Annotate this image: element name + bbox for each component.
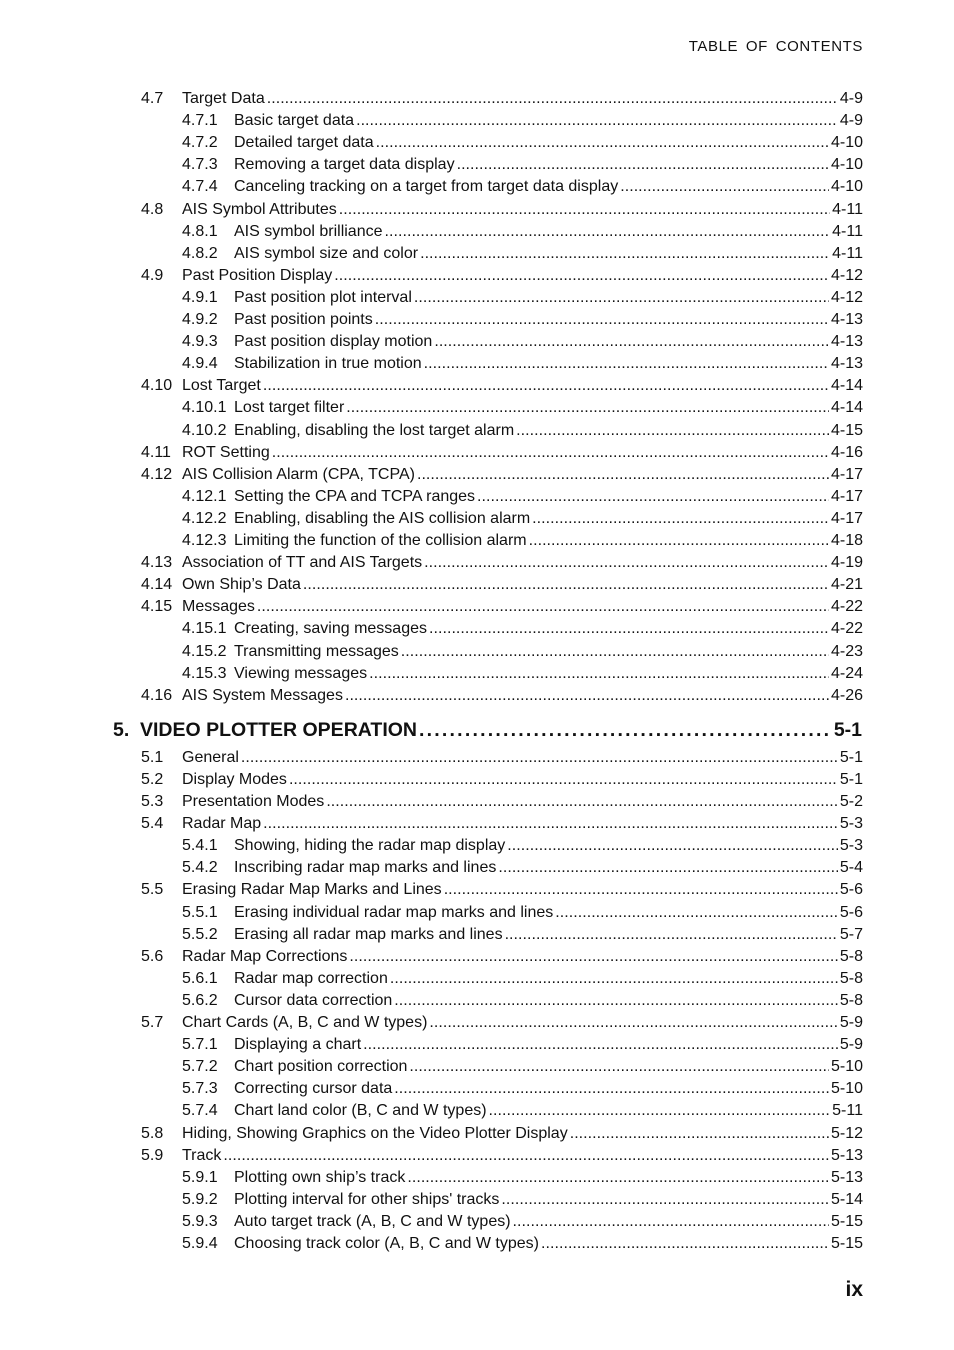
dot-leader (345, 687, 829, 705)
entry-title: Chart position correction (234, 1058, 408, 1076)
entry-number: 5.4.1 (182, 837, 218, 855)
subsection-entry[interactable] (182, 178, 863, 200)
entry-page: 5-15 (830, 1235, 863, 1252)
entry-title: Auto target track (A, B, C and W types) (234, 1212, 511, 1230)
entry-title: Messages (182, 598, 255, 616)
subsection-entry[interactable] (182, 837, 863, 859)
entry-number: 5.9.2 (182, 1190, 218, 1208)
entry-page: 5-8 (839, 947, 863, 965)
dot-leader (555, 904, 838, 922)
entry-number: 5.5.1 (182, 903, 218, 921)
dot-leader (429, 1014, 837, 1032)
entry-page: 4-13 (830, 333, 863, 351)
entry-page: 4-14 (830, 377, 863, 395)
entry-title: Plotting own ship’s track (234, 1168, 406, 1186)
dot-leader (620, 178, 829, 196)
dot-leader (477, 488, 829, 506)
entry-title: Association of TT and AIS Targets (182, 554, 423, 572)
section-entry[interactable] (141, 815, 863, 837)
entry-page: 4-13 (830, 355, 863, 373)
entry-title: Track (182, 1146, 222, 1164)
dot-leader (513, 1213, 829, 1231)
entry-title: Display Modes (182, 770, 287, 788)
section-entry[interactable] (141, 1125, 863, 1147)
entry-page: 5-3 (839, 837, 863, 855)
page-number: ix (845, 1278, 863, 1301)
entry-number: 5.7.3 (182, 1080, 218, 1098)
section-entry[interactable] (141, 687, 863, 709)
entry-number: 4.15 (141, 598, 173, 616)
dot-leader (267, 90, 838, 108)
entry-title: Radar Map (182, 815, 262, 833)
entry-page: 4-10 (830, 134, 863, 152)
entry-page: 4-15 (830, 421, 863, 439)
chapter-entry[interactable] (113, 719, 862, 745)
entry-title: Choosing track color (A, B, C and W types) (234, 1235, 539, 1252)
entry-page: 4-12 (830, 266, 863, 284)
section-entry[interactable] (141, 948, 863, 970)
subsection-entry[interactable] (182, 289, 863, 311)
dot-leader (457, 156, 829, 174)
entry-number: 4.12.3 (182, 532, 227, 549)
entry-title: Erasing all radar map marks and lines (234, 925, 503, 943)
entry-number: 4.7.4 (182, 178, 218, 196)
entry-number: 5.4.2 (182, 859, 218, 877)
dot-leader (394, 992, 838, 1010)
entry-page: 4-10 (830, 156, 863, 174)
entry-number: 5.6.1 (182, 969, 218, 987)
entry-title: Setting the CPA and TCPA ranges (234, 487, 476, 505)
entry-page: 4-16 (830, 443, 863, 461)
subsection-entry[interactable] (182, 399, 863, 421)
section-entry[interactable] (141, 598, 863, 620)
dot-leader (339, 201, 830, 219)
entry-title: ROT Setting (182, 443, 270, 461)
entry-page: 4-18 (830, 532, 863, 549)
subsection-entry[interactable] (182, 532, 863, 554)
dot-leader (263, 377, 829, 395)
dot-leader (257, 598, 829, 616)
dot-leader (385, 223, 831, 241)
entry-number: 4.10.1 (182, 399, 227, 417)
subsection-entry[interactable] (182, 488, 863, 510)
entry-title: General (182, 748, 239, 766)
subsection-entry[interactable] (182, 1036, 863, 1058)
entry-title: Canceling tracking on a target from target data display (234, 178, 619, 196)
entry-page: 5-11 (832, 1102, 863, 1120)
running-header: TABLE OF CONTENTS (688, 38, 863, 55)
dot-leader (498, 859, 838, 877)
subsection-entry[interactable] (182, 620, 863, 642)
entry-title: Chart Cards (A, B, C and W types) (182, 1014, 428, 1031)
subsection-entry[interactable] (182, 510, 863, 532)
entry-number: 4.15.2 (182, 642, 227, 660)
entry-number: 4.10.2 (182, 421, 227, 439)
entry-number: 4.8.2 (182, 244, 218, 262)
entry-page: 5-12 (830, 1124, 863, 1142)
entry-title: Past position display motion (234, 333, 433, 351)
subsection-entry[interactable] (182, 333, 863, 355)
entry-title: Target Data (182, 90, 265, 107)
dot-leader (429, 620, 829, 638)
entry-page: 5-9 (839, 1036, 863, 1054)
entry-number: 5.7.2 (182, 1058, 218, 1076)
entry-number: 5.3 (141, 793, 164, 810)
subsection-entry[interactable] (182, 859, 863, 881)
entry-page: 5-8 (839, 991, 863, 1009)
dot-leader (326, 793, 838, 811)
entry-page: 5-1 (839, 748, 863, 766)
entry-page: 4-13 (830, 311, 863, 328)
subsection-entry[interactable] (182, 1213, 863, 1235)
entry-title: AIS Symbol Attributes (182, 200, 337, 218)
entry-page: 4-9 (839, 90, 863, 107)
entry-title: Plotting interval for other ships' tracks (234, 1190, 500, 1208)
subsection-entry[interactable] (182, 926, 863, 948)
entry-title: AIS Collision Alarm (CPA, TCPA) (182, 465, 415, 483)
entry-number: 4.15.1 (182, 620, 227, 638)
entry-page: 5-4 (839, 859, 863, 877)
entry-title: Cursor data correction (234, 991, 393, 1009)
dot-leader (420, 245, 830, 263)
entry-page: 5-9 (839, 1014, 863, 1031)
entry-title: Removing a target data display (234, 156, 455, 174)
dot-leader (505, 926, 838, 944)
entry-number: 5.2 (141, 770, 164, 788)
dot-leader (409, 1058, 829, 1076)
entry-number: 5.7 (141, 1014, 164, 1031)
entry-title: Radar Map Corrections (182, 947, 348, 965)
dot-leader (419, 719, 832, 742)
entry-title: AIS symbol size and color (234, 244, 419, 262)
dot-leader (263, 815, 838, 833)
section-entry[interactable] (141, 576, 863, 598)
entry-page: 4-10 (830, 178, 863, 196)
entry-title: Lost Target (182, 377, 261, 395)
entry-title: AIS System Messages (182, 686, 343, 704)
entry-number: 4.8.1 (182, 222, 218, 240)
entry-number: 5.9.1 (182, 1168, 218, 1186)
entry-page: 4-17 (830, 465, 863, 483)
entry-number: 4.7.1 (182, 112, 218, 130)
entry-number: 4.16 (141, 686, 173, 704)
entry-page: 4-24 (830, 664, 863, 682)
entry-title: Displaying a chart (234, 1036, 362, 1054)
dot-leader (334, 267, 829, 285)
entry-title: Limiting the function of the collision alarm (234, 532, 527, 549)
entry-number: 4.11 (141, 443, 171, 461)
entry-number: 5.9 (141, 1146, 164, 1164)
entry-page: 4-26 (830, 686, 863, 704)
dot-leader (363, 1036, 838, 1054)
entry-page: 5-13 (830, 1168, 863, 1186)
entry-page: 4-17 (830, 487, 863, 505)
subsection-entry[interactable] (182, 112, 863, 134)
entry-number: 4.9.4 (182, 355, 218, 373)
dot-leader (424, 554, 829, 572)
entry-page: 5-6 (839, 903, 863, 921)
dot-leader (346, 399, 829, 417)
subsection-entry[interactable] (182, 1169, 863, 1191)
entry-page: 5-10 (830, 1080, 863, 1098)
entry-title: Past position points (234, 311, 373, 328)
entry-title: Correcting cursor data (234, 1080, 393, 1098)
entry-title: Enabling, disabling the AIS collision alarm (234, 509, 531, 527)
dot-leader (501, 1191, 829, 1209)
dot-leader (241, 749, 838, 767)
entry-number: 4.15.3 (182, 664, 227, 682)
dot-leader (272, 444, 829, 462)
entry-page: 5-8 (839, 969, 863, 987)
entry-number: 5.7.4 (182, 1102, 218, 1120)
entry-page: 5-2 (839, 793, 863, 810)
section-entry[interactable] (141, 267, 863, 289)
section-entry[interactable] (141, 201, 863, 223)
subsection-entry[interactable] (182, 1102, 863, 1124)
entry-number: 4.9 (141, 266, 164, 284)
section-entry[interactable] (141, 444, 863, 466)
section-entry[interactable] (141, 1014, 863, 1036)
section-entry[interactable] (141, 554, 863, 576)
dot-leader (434, 333, 829, 351)
dot-leader (289, 771, 838, 789)
entry-number: 5.4 (141, 815, 164, 833)
entry-title: Enabling, disabling the lost target alarm (234, 421, 515, 439)
dot-leader (223, 1147, 829, 1165)
entry-title: Own Ship’s Data (182, 576, 301, 594)
entry-page: 4-14 (830, 399, 863, 417)
entry-page: 5-3 (839, 815, 863, 833)
section-entry[interactable] (141, 377, 863, 399)
subsection-entry[interactable] (182, 970, 863, 992)
entry-number: 4.10 (141, 377, 173, 395)
entry-page: 5-10 (830, 1058, 863, 1076)
entry-number: 5.9.4 (182, 1235, 218, 1252)
entry-page: 4-21 (830, 576, 863, 594)
dot-leader (516, 422, 829, 440)
entry-title: VIDEO PLOTTER OPERATION (140, 718, 417, 741)
entry-number: 4.12.1 (182, 487, 227, 505)
entry-page: 5-15 (830, 1212, 863, 1230)
section-entry[interactable] (141, 749, 863, 771)
subsection-entry[interactable] (182, 992, 863, 1014)
entry-page: 5-13 (830, 1146, 863, 1164)
entry-page: 4-12 (830, 288, 863, 306)
entry-number: 4.7 (141, 90, 164, 107)
entry-page: 4-11 (832, 222, 863, 240)
entry-title: Lost target filter (234, 399, 345, 417)
dot-leader (369, 665, 829, 683)
section-entry[interactable] (141, 466, 863, 488)
section-entry[interactable] (141, 793, 863, 815)
entry-page: 4-22 (830, 598, 863, 616)
entry-page: 5-6 (839, 881, 863, 899)
entry-page: 4-19 (830, 554, 863, 572)
dot-leader (417, 466, 829, 484)
dot-leader (375, 311, 829, 329)
dot-leader (390, 970, 838, 988)
entry-page: 5-1 (833, 718, 862, 741)
entry-title: AIS symbol brilliance (234, 222, 383, 240)
entry-title: Creating, saving messages (234, 620, 427, 638)
dot-leader (401, 643, 829, 661)
entry-title: Stabilization in true motion (234, 355, 422, 373)
dot-leader (424, 355, 829, 373)
entry-number: 5.1 (141, 748, 164, 766)
entry-number: 5.5.2 (182, 925, 218, 943)
entry-number: 5.9.3 (182, 1212, 218, 1230)
entry-number: 4.9.1 (182, 288, 218, 306)
subsection-entry[interactable] (182, 904, 863, 926)
section-entry[interactable] (141, 1147, 863, 1169)
subsection-entry[interactable] (182, 156, 863, 178)
entry-number: 4.7.2 (182, 134, 218, 152)
entry-title: Erasing individual radar map marks and lines (234, 903, 554, 921)
entry-number: 5.8 (141, 1124, 164, 1142)
entry-page: 5-1 (839, 770, 863, 788)
dot-leader (541, 1235, 829, 1253)
entry-page: 5-14 (830, 1190, 863, 1208)
entry-page: 4-17 (830, 509, 863, 527)
subsection-entry[interactable] (182, 1058, 863, 1080)
entry-title: Detailed target data (234, 134, 374, 152)
subsection-entry[interactable] (182, 1080, 863, 1102)
dot-leader (414, 289, 829, 307)
entry-title: Viewing messages (234, 664, 368, 682)
entry-number: 4.8 (141, 200, 164, 218)
entry-page: 5-7 (839, 925, 863, 943)
entry-title: Presentation Modes (182, 793, 325, 810)
dot-leader (356, 112, 838, 130)
entry-title: Past position plot interval (234, 288, 412, 306)
section-entry[interactable] (141, 90, 863, 112)
entry-title: Erasing Radar Map Marks and Lines (182, 881, 442, 899)
entry-page: 4-11 (832, 200, 863, 218)
section-entry[interactable] (141, 771, 863, 793)
subsection-entry[interactable] (182, 643, 863, 665)
entry-number: 5. (113, 718, 130, 741)
entry-title: Radar map correction (234, 969, 388, 987)
dot-leader (489, 1102, 831, 1120)
subsection-entry[interactable] (182, 422, 863, 444)
dot-leader (349, 948, 837, 966)
dot-leader (407, 1169, 829, 1187)
entry-page: 4-11 (832, 244, 863, 262)
entry-title: Chart land color (B, C and W types) (234, 1102, 487, 1120)
subsection-entry[interactable] (182, 245, 863, 267)
subsection-entry[interactable] (182, 223, 863, 245)
dot-leader (529, 532, 829, 550)
dot-leader (303, 576, 829, 594)
entry-title: Hiding, Showing Graphics on the Video Plotter Display (182, 1124, 568, 1142)
entry-page: 4-22 (830, 620, 863, 638)
subsection-entry[interactable] (182, 1191, 863, 1213)
entry-page: 4-9 (839, 112, 863, 130)
entry-number: 4.9.3 (182, 333, 218, 351)
entry-number: 4.9.2 (182, 311, 218, 328)
subsection-entry[interactable] (182, 134, 863, 156)
entry-title: Showing, hiding the radar map display (234, 837, 506, 855)
entry-number: 5.7.1 (182, 1036, 218, 1054)
entry-title: Basic target data (234, 112, 355, 130)
dot-leader (444, 881, 838, 899)
entry-number: 4.12 (141, 465, 173, 483)
entry-title: Transmitting messages (234, 642, 399, 660)
entry-title: Past Position Display (182, 266, 333, 284)
entry-title: Inscribing radar map marks and lines (234, 859, 497, 877)
subsection-entry[interactable] (182, 355, 863, 377)
entry-number: 5.6.2 (182, 991, 218, 1009)
subsection-entry[interactable] (182, 311, 863, 333)
entry-number: 5.5 (141, 881, 164, 899)
subsection-entry[interactable] (182, 665, 863, 687)
section-entry[interactable] (141, 881, 863, 903)
dot-leader (507, 837, 838, 855)
entry-number: 4.7.3 (182, 156, 218, 174)
dot-leader (532, 510, 829, 528)
dot-leader (376, 134, 829, 152)
dot-leader (570, 1125, 829, 1143)
entry-page: 4-23 (830, 642, 863, 660)
entry-number: 5.6 (141, 947, 164, 965)
entry-number: 4.12.2 (182, 509, 227, 527)
subsection-entry[interactable] (182, 1235, 863, 1257)
dot-leader (394, 1080, 829, 1098)
entry-number: 4.13 (141, 554, 173, 572)
entry-number: 4.14 (141, 576, 173, 594)
